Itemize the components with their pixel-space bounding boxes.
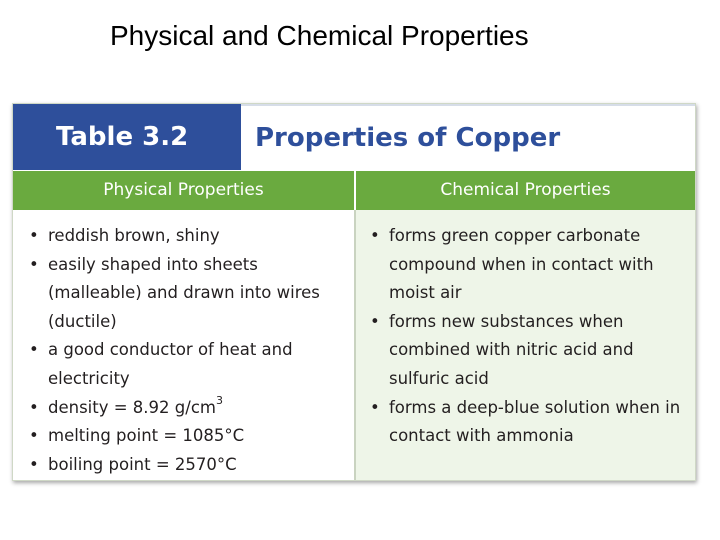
chemical-property-item [368,308,689,394]
property-text: a good conductor of heat and electricity [48,340,293,388]
bullet-icon: • [29,340,39,360]
superscript: 3 [215,394,223,408]
chemical-property-item [368,222,689,308]
physical-property-item [27,451,348,480]
table-number-label: Table 3.2 [13,104,241,170]
bullet-icon: • [370,311,380,331]
bullet-icon: • [370,226,380,245]
bullet-icon: • [370,397,380,417]
physical-properties-heading: Physical Properties [13,171,354,210]
property-text: melting point = 1085°C [48,426,245,446]
property-text: forms a deep-blue solution when in contact with ammonia [389,397,681,446]
table-title: Properties of Copper [255,123,561,153]
bullet-icon: • [29,397,39,417]
property-text: density = 8.92 g/cm [48,397,216,417]
bullet-icon: • [29,454,39,474]
chemical-property-item [368,394,689,451]
properties-table [12,103,696,481]
property-text: reddish brown, shiny [48,226,220,245]
physical-property-item [27,394,348,423]
property-text: forms green copper carbonate compound when in contact with moist air [389,226,654,303]
chemical-properties-column [356,210,695,480]
physical-property-item [27,336,348,393]
physical-properties-list [27,222,348,479]
bullet-icon: • [29,254,39,274]
bullet-icon: • [29,226,39,245]
physical-properties-column [13,210,356,480]
chemical-properties-list [368,222,689,451]
physical-property-item [27,222,348,251]
chemical-properties-heading: Chemical Properties [356,171,695,210]
physical-property-item [27,251,348,337]
property-text: forms new substances when combined with nitric acid and sulfuric acid [389,311,634,388]
property-text: boiling point = 2570°C [48,454,237,474]
bullet-icon: • [29,426,39,446]
table-title-box [241,104,695,170]
slide-title: Physical and Chemical Properties [110,20,529,51]
physical-property-item [27,422,348,451]
property-text: easily shaped into sheets (malleable) and drawn into wires (ductile) [48,254,320,331]
table-header [13,104,695,170]
